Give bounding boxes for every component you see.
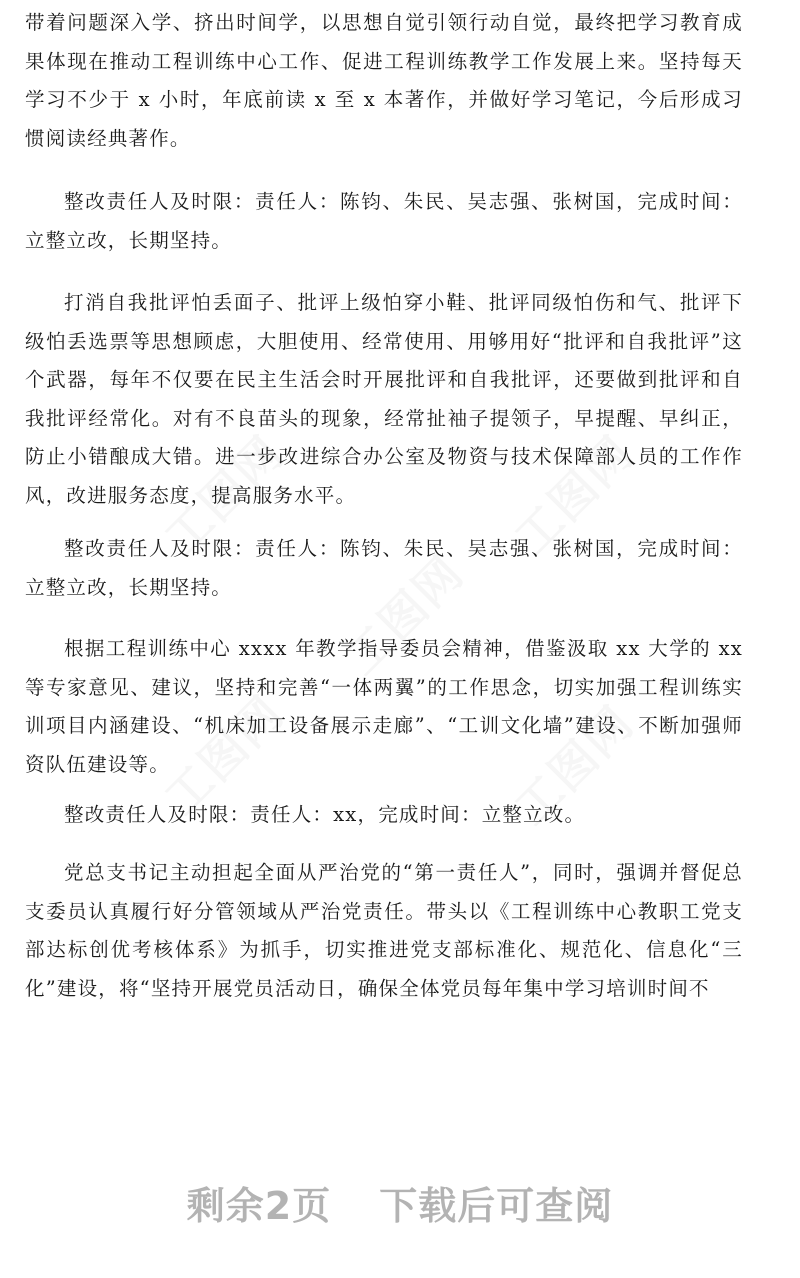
paragraph-party-secretary: 党总支书记主动担起全面从严治党的“第一责任人”，同时，强调并督促总支委员认真履行好分管领域从严治党责任。带头以《工程训练中心教职工党支部达标创优考核体系》为抓手，切实推进党支部标准化、规范化、信息化“三化”建设，将“坚持开展党员活动日，确保全体党员每年集中学习培训时间不 [25,861,743,1000]
paragraph-criticism: 打消自我批评怕丢面子、批评上级怕穿小鞋、批评同级怕伤和气、批评下级怕丢选票等思想顾虑，大胆使用、经常使用、用够用好“批评和自我批评”这个武器，每年不仅要在民主生活会时开展批评和自我批评，还要做到批评和自我批评经常化。对有不良苗头的现象，经常扯袖子提领子，早提醒、早纠正，防止小错酿成大错。进一步改进综合办公室及物资与技术保障部人员的工作作风，改进服务态度，提高服务水平。 [25,291,743,507]
download-notice[interactable] [0,1175,800,1230]
download-hint-text: 下载后可查阅 [379,1184,614,1228]
paragraph-teaching-guidance: 根据工程训练中心 xxxx 年教学指导委员会精神，借鉴汲取 xx 大学的 xx 等专家意见、建议，坚持和完善“一体两翼”的工作思念，切实加强工程训练实训项目内涵建设、“机床加工设备展示走廊”、“工训文化墙”建设、不断加强师资队伍建设等。 [25,637,743,776]
paragraph-responsibility-2: 整改责任人及时限：责任人：陈钧、朱民、吴志强、张树国，完成时间：立整立改，长期坚持。 [25,537,743,599]
paragraph-responsibility-1: 整改责任人及时限：责任人：陈钧、朱民、吴志强、张树国，完成时间：立整立改，长期坚持。 [25,190,743,252]
paragraph-responsibility-3: 整改责任人及时限：责任人：xx，完成时间：立整立改。 [64,803,586,826]
remaining-pages-text: 剩余2页 [186,1184,332,1228]
paragraph-study-commitment: 带着问题深入学、挤出时间学，以思想自觉引领行动自觉，最终把学习教育成果体现在推动工程训练中心工作、促进工程训练教学工作发展上来。坚持每天学习不少于 x 小时，年底前读 x 至 x 本著作，并做好学习笔记，今后形成习惯阅读经典著作。 [25,11,743,150]
